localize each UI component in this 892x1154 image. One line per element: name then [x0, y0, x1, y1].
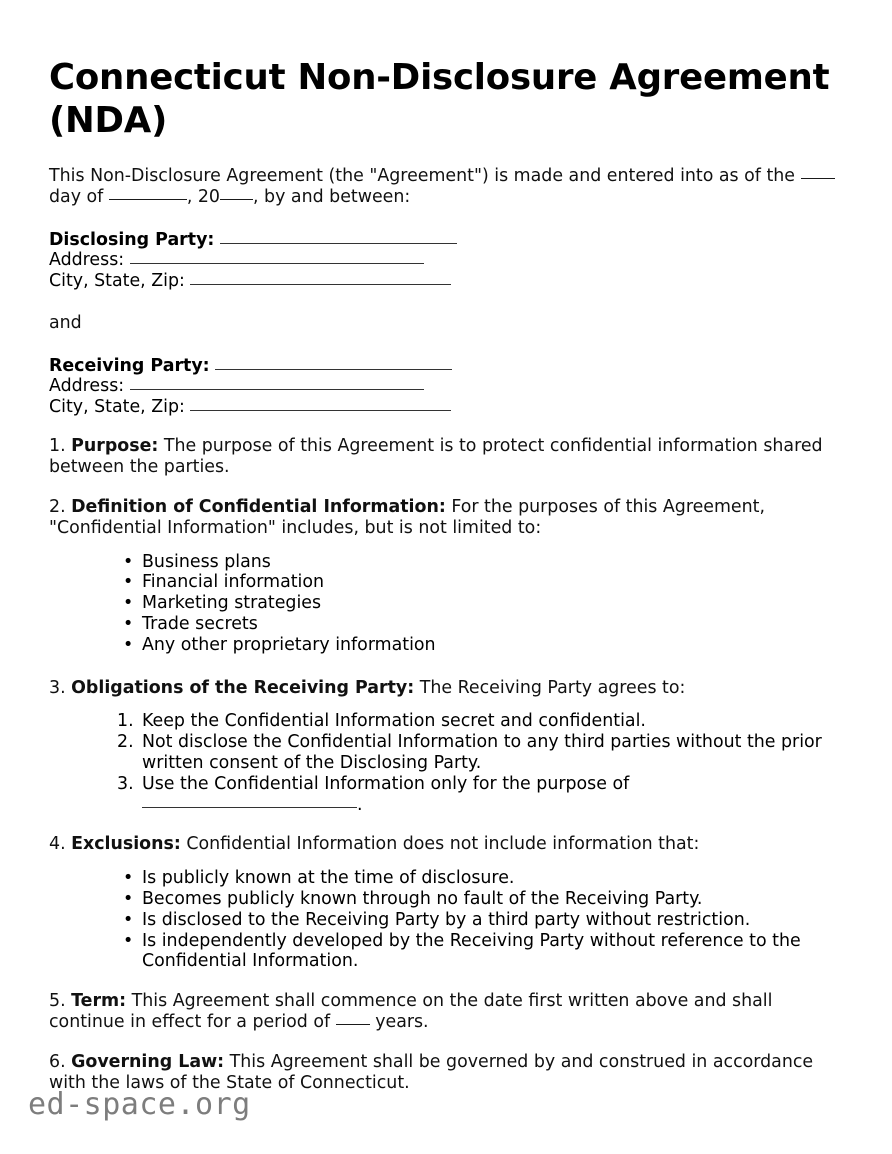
bullet-icon: •	[123, 930, 134, 951]
section-obligations-heading: Obligations of the Receiving Party:	[71, 677, 415, 698]
list-item	[49, 711, 843, 732]
list-marker: 1.	[117, 711, 134, 732]
section-term-number: 5.	[49, 991, 66, 1012]
disclosing-party-address-field[interactable]	[130, 263, 424, 264]
page-title: Connecticut Non-Disclosure Agreement (NDA)	[49, 57, 830, 141]
bullet-icon: •	[123, 551, 134, 572]
section-exclusions-number: 4.	[49, 834, 66, 855]
section-exclusions-body: Confidential Information does not include information that:	[186, 834, 700, 855]
list-item	[49, 931, 843, 973]
list-item	[49, 593, 843, 614]
list-marker: 2.	[117, 732, 134, 753]
intro-paragraph	[49, 166, 843, 208]
footer-watermark: ed-space.org	[28, 1087, 251, 1122]
receiving-party-city-field[interactable]	[190, 410, 451, 411]
section-term-body-lead: This Agreement shall commence on the date first written above and shall continue in effect for a period of	[49, 991, 773, 1032]
disclosing-party-name-line	[49, 230, 843, 251]
disclosing-party-city-label: City, State, Zip:	[49, 270, 185, 291]
date-month-blank[interactable]	[109, 199, 187, 200]
section-exclusions-heading: Exclusions:	[71, 834, 181, 855]
definition-bullet-list	[49, 552, 843, 656]
list-item-label: Keep the Confidential Information secret and confidential.	[142, 711, 646, 732]
intro-text-day-of: day of	[49, 186, 104, 207]
intro-text-twenty: , 20	[186, 186, 220, 207]
list-item-label: Any other proprietary information	[142, 634, 436, 655]
date-day-blank[interactable]	[801, 178, 835, 179]
list-item	[49, 572, 843, 593]
list-item-label-tail: .	[357, 794, 363, 815]
disclosing-party-address-line	[49, 250, 843, 271]
disclosing-party-city-field[interactable]	[190, 284, 451, 285]
intro-text-tail: , by and between:	[253, 186, 411, 207]
list-item	[49, 635, 843, 656]
document-content	[49, 56, 843, 1093]
list-item-label: Trade secrets	[142, 613, 258, 634]
section-purpose	[49, 436, 843, 478]
receiving-party-address-field[interactable]	[130, 389, 424, 390]
list-item	[49, 552, 843, 573]
section-term	[49, 991, 843, 1033]
section-term-body-tail: years.	[375, 1011, 429, 1032]
list-item-label: Business plans	[142, 551, 271, 572]
list-item-label: Marketing strategies	[142, 593, 322, 614]
bullet-icon: •	[123, 593, 134, 614]
obligations-numbered-list	[49, 711, 843, 815]
receiving-party-address-label: Address:	[49, 376, 125, 397]
bullet-icon: •	[123, 572, 134, 593]
list-item-label: Not disclose the Confidential Information to any third parties without the prior written consent of the Disclosing Party.	[142, 732, 822, 773]
section-definition-number: 2.	[49, 496, 66, 517]
receiving-party-label: Receiving Party:	[49, 355, 210, 376]
section-purpose-body: The purpose of this Agreement is to protect confidential information shared between the parties.	[49, 436, 823, 478]
list-item	[49, 774, 843, 816]
bullet-icon: •	[123, 909, 134, 930]
disclosing-party-block	[49, 230, 843, 292]
list-marker: 3.	[117, 773, 134, 794]
receiving-party-name-line	[49, 356, 843, 377]
section-definition	[49, 497, 843, 539]
term-years-blank[interactable]	[336, 1024, 370, 1025]
receiving-party-city-label: City, State, Zip:	[49, 396, 185, 417]
disclosing-party-label: Disclosing Party:	[49, 229, 215, 250]
list-item-label: Financial information	[142, 572, 325, 593]
section-obligations-body: The Receiving Party agrees to:	[419, 677, 686, 698]
section-purpose-heading: Purpose:	[71, 436, 159, 457]
section-obligations-number: 3.	[49, 677, 66, 698]
receiving-party-block	[49, 356, 843, 418]
list-item-label: Is publicly known at the time of disclosure.	[142, 868, 515, 889]
intro-text-lead: This Non-Disclosure Agreement (the "Agreement") is made and entered into as of the	[49, 166, 795, 186]
list-item	[49, 732, 843, 774]
section-purpose-number: 1.	[49, 436, 66, 457]
list-item-label: Is disclosed to the Receiving Party by a third party without restriction.	[142, 909, 751, 930]
exclusions-bullet-list	[49, 868, 843, 972]
section-definition-body: For the purposes of this Agreement, "Confidential Information" includes, but is not limited to:	[49, 496, 765, 538]
disclosing-party-name-field[interactable]	[220, 243, 457, 244]
bullet-icon: •	[123, 888, 134, 909]
date-year-blank[interactable]	[220, 199, 253, 200]
section-term-heading: Term:	[71, 991, 127, 1012]
list-item	[49, 889, 843, 910]
bullet-icon: •	[123, 613, 134, 634]
disclosing-party-city-line	[49, 271, 843, 292]
section-governing-law-body: This Agreement shall be governed by and construed in accordance with the laws of the State of Connecticut.	[49, 1051, 814, 1093]
list-item-label: Is independently developed by the Receiving Party without reference to the Confidential Information.	[142, 930, 801, 972]
bullet-icon: •	[123, 868, 134, 889]
list-item-label: Becomes publicly known through no fault of the Receiving Party.	[142, 888, 703, 909]
section-governing-law-number: 6.	[49, 1051, 66, 1072]
bullet-icon: •	[123, 634, 134, 655]
conjunction-and: and	[49, 313, 82, 334]
section-obligations	[49, 678, 843, 699]
disclosing-party-address-label: Address:	[49, 250, 125, 271]
section-governing-law-heading: Governing Law:	[71, 1051, 225, 1072]
section-exclusions	[49, 834, 843, 855]
list-item	[49, 868, 843, 889]
list-item	[49, 910, 843, 931]
list-item	[49, 614, 843, 635]
purpose-blank-field[interactable]	[142, 807, 357, 808]
receiving-party-address-line	[49, 376, 843, 397]
section-definition-heading: Definition of Confidential Information:	[71, 496, 446, 517]
receiving-party-city-line	[49, 397, 843, 418]
list-item-label-lead: Use the Confidential Information only for the purpose of	[142, 773, 630, 794]
receiving-party-name-field[interactable]	[215, 369, 452, 370]
